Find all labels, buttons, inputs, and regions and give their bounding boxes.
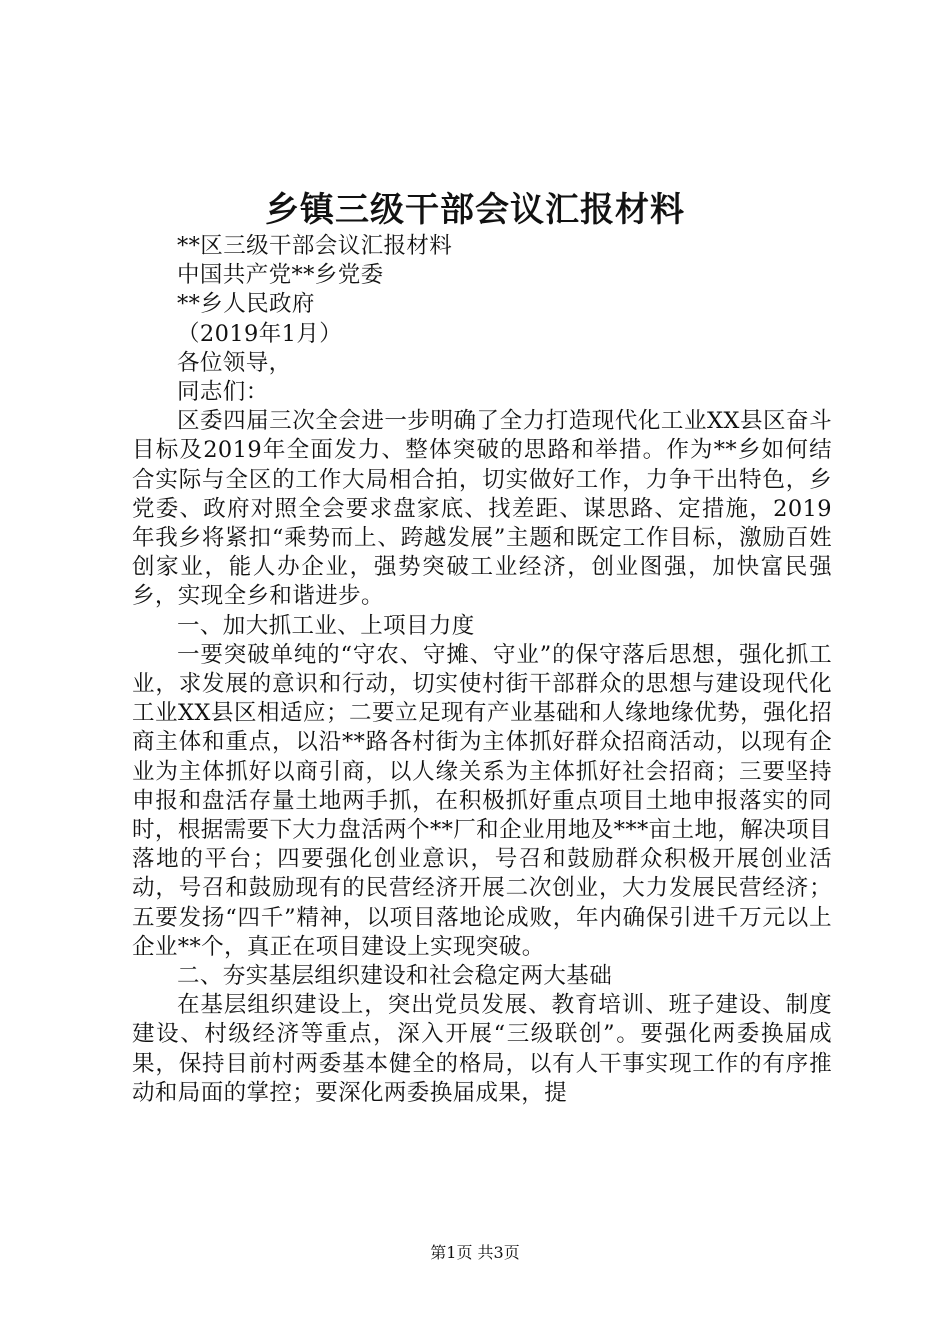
section-heading-2: 二、夯实基层组织建设和社会稳定两大基础 <box>177 963 613 990</box>
issuer-party-committee: 中国共产党**乡党委 <box>177 262 384 289</box>
report-date: （2019年1月） <box>177 320 343 347</box>
section-heading-1: 一、加大抓工业、上项目力度 <box>177 612 475 639</box>
document-body <box>132 232 832 1108</box>
section-1-paragraph: 一要突破单纯的“守农、守摊、守业”的保守落后思想，强化抓工业，求发展的意识和行动，切实使村街干部群众的思想与建设现代化工业XX县区相适应；二要立足现有产业基础和人缘地缘优势，强化招商主体和重点，以沿**路各村街为主体抓好群众招商活动，以现有企业为主体抓好以商引商，以人缘关系为主体抓好社会招商；三要坚持申报和盘活存量土地两手抓，在积极抓好重点项目土地申报落实的同时，根据需要下大力盘活两个**厂和企业用地及***亩土地，解决项目落地的平台；四要强化创业意识，号召和鼓励群众积极开展创业活动，号召和鼓励现有的民营经济开展二次创业，大力发展民营经济；五要发扬“四千”精神，以项目落地论成败，年内确保引进千万元以上企业**个，真正在项目建设上实现突破。 <box>132 641 832 960</box>
issuer-government: **乡人民政府 <box>177 291 315 318</box>
salutation-comrades: 同志们： <box>177 379 269 406</box>
salutation-leaders: 各位领导， <box>177 349 292 376</box>
document-title: 乡镇三级干部会议汇报材料 <box>265 190 685 230</box>
report-subtitle: **区三级干部会议汇报材料 <box>177 233 453 259</box>
section-2-paragraph: 在基层组织建设上，突出党员发展、教育培训、班子建设、制度建设、村级经济等重点，深入开展“三级联创”。要强化两委换届成果，保持目前村两委基本健全的格局，以有人干事实现工作的有序推动和局面的掌控；要深化两委换届成果，提 <box>132 992 832 1106</box>
page-footer: 第1页 共3页 <box>430 1243 520 1262</box>
intro-paragraph: 区委四届三次全会进一步明确了全力打造现代化工业XX县区奋斗目标及2019年全面发力、整体突破的思路和举措。作为**乡如何结合实际与全区的工作大局相合拍，切实做好工作，力争干出特色，乡党委、政府对照全会要求盘家底、找差距、谋思路、定措施，2019年我乡将紧扣“乘势而上、跨越发展”主题和既定工作目标，激励百姓创家业，能人办企业，强势突破工业经济，创业图强，加快富民强乡，实现全乡和谐进步。 <box>132 408 832 610</box>
